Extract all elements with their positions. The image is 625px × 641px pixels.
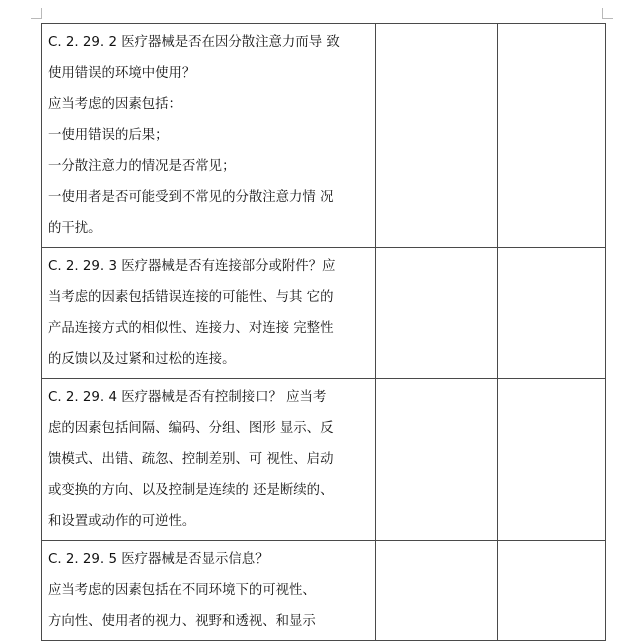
text-line: 应当考虑的因素包括在不同环境下的可视性、 xyxy=(48,583,316,598)
text-line: 一分散注意力的情况是否常见； xyxy=(48,159,236,174)
empty-cell xyxy=(498,541,606,641)
table-row xyxy=(42,541,606,641)
page-corner-mark-right xyxy=(602,8,613,19)
text-line: C. 2. 29. 5 医疗器械是否显示信息？ xyxy=(48,552,269,567)
table-row xyxy=(42,248,606,379)
table-row xyxy=(42,24,606,248)
text-line: 应当考虑的因素包括： xyxy=(48,97,182,112)
text-line: 方向性、使用者的视力、视野和透视、和显示 xyxy=(48,614,316,629)
text-line: 虑的因素包括间隔、编码、分组、图形 显示、反 xyxy=(48,421,334,436)
question-text xyxy=(42,541,375,640)
text-line: 使用错误的环境中使用？ xyxy=(48,66,196,81)
text-line: C. 2. 29. 3 医疗器械是否有连接部分或附件？应 xyxy=(48,259,336,274)
empty-cell xyxy=(498,24,606,248)
table-row xyxy=(42,379,606,541)
empty-cell xyxy=(376,24,498,248)
question-text xyxy=(42,24,375,247)
empty-cell xyxy=(498,248,606,379)
text-line: 和设置或动作的可逆性。 xyxy=(48,514,196,529)
text-line: 产品连接方式的相似性、连接力、对连接 完整性 xyxy=(48,321,334,336)
empty-cell xyxy=(376,248,498,379)
empty-cell xyxy=(498,379,606,541)
question-cell xyxy=(42,248,376,379)
empty-cell xyxy=(376,541,498,641)
question-text xyxy=(42,248,375,378)
empty-cell xyxy=(376,379,498,541)
text-line: C. 2. 29. 2 医疗器械是否在因分散注意力而导 致 xyxy=(48,35,340,50)
text-line: C. 2. 29. 4 医疗器械是否有控制接口？ 应当考 xyxy=(48,390,327,405)
page-corner-mark-left xyxy=(31,8,42,19)
text-line: 馈模式、出错、疏忽、控制差别、可 视性、启动 xyxy=(48,452,334,467)
text-line: 的反馈以及过紧和过松的连接。 xyxy=(48,352,236,367)
question-text xyxy=(42,379,375,540)
text-line: 的干扰。 xyxy=(48,221,102,236)
question-cell xyxy=(42,379,376,541)
requirements-table xyxy=(41,23,606,641)
question-cell xyxy=(42,541,376,641)
text-line: 一使用者是否可能受到不常见的分散注意力情 况 xyxy=(48,190,334,205)
text-line: 或变换的方向、以及控制是连续的 还是断续的、 xyxy=(48,483,334,498)
text-line: 一使用错误的后果； xyxy=(48,128,169,143)
question-cell xyxy=(42,24,376,248)
text-line: 当考虑的因素包括错误连接的可能性、与其 它的 xyxy=(48,290,334,305)
